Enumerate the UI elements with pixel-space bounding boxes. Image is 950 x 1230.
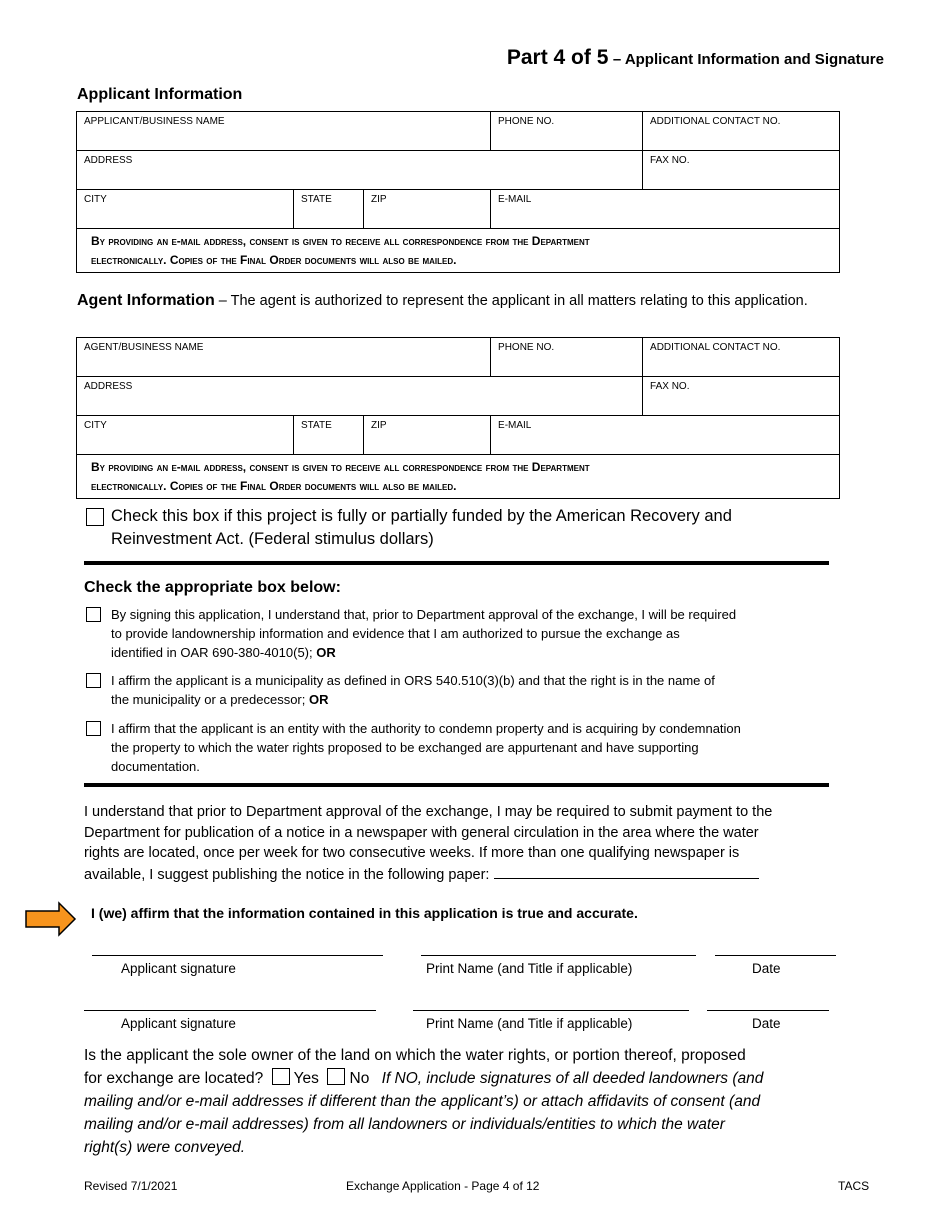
applicant-signature-label: Applicant signature: [121, 961, 236, 976]
sole-owner-paragraph: [84, 1044, 864, 1159]
date-line[interactable]: [715, 955, 836, 956]
applicant-name-field[interactable]: APPLICANT/BUSINESS NAME: [77, 112, 491, 151]
sole-owner-instruction: mailing and/or e-mail addresses) from all landowners or individuals/entities to which the water: [84, 1116, 725, 1133]
part-subtitle: – Applicant Information and Signature: [612, 51, 884, 68]
agent-name-field[interactable]: AGENT/BUSINESS NAME: [77, 338, 491, 377]
option1-checkbox[interactable]: [86, 607, 101, 622]
agent-heading-block: [77, 290, 817, 312]
applicant-signature-line[interactable]: [92, 955, 383, 956]
divider: [84, 783, 829, 787]
option-line: to provide landownership information and evidence that I am authorized to pursue the exchange as: [111, 626, 680, 641]
recovery-act-text: [111, 505, 732, 551]
or-label: OR: [316, 645, 336, 660]
agent-fax-field[interactable]: FAX NO.: [643, 377, 840, 416]
sole-owner-instruction: If NO, include signatures of all deeded landowners (and: [381, 1070, 764, 1087]
option-line: the property to which the water rights proposed to be exchanged are appurtenant and have supporting: [111, 740, 699, 755]
applicant-state-field[interactable]: STATE: [294, 190, 364, 229]
agent-city-field[interactable]: CITY: [77, 416, 294, 455]
footer-revised: Revised 7/1/2021: [84, 1179, 178, 1193]
newspaper-input[interactable]: [494, 864, 759, 879]
agent-consent-note: [77, 455, 840, 499]
agent-phone-field[interactable]: PHONE NO.: [491, 338, 643, 377]
page-title: [507, 46, 884, 70]
publication-line: available, I suggest publishing the notice in the following paper:: [84, 866, 490, 883]
consent-text: electronically. Copies of the Final Order documents will also be mailed.: [91, 479, 457, 493]
agent-address-field[interactable]: ADDRESS: [77, 377, 643, 416]
option2-text: [111, 671, 715, 709]
applicant-email-field[interactable]: E-MAIL: [491, 190, 840, 229]
recovery-act-checkbox[interactable]: [86, 508, 104, 526]
agent-state-field[interactable]: STATE: [294, 416, 364, 455]
options-heading: Check the appropriate box below:: [84, 579, 341, 596]
consent-text: By providing an e-mail address, consent is given to receive all correspondence from the Department: [91, 234, 590, 248]
option1-text: [111, 605, 736, 662]
agent-additional-contact-field[interactable]: ADDITIONAL CONTACT NO.: [643, 338, 840, 377]
sole-owner-instruction: mailing and/or e-mail addresses if different than the applicant’s) or attach affidavits of consent (and: [84, 1093, 761, 1110]
applicant-fax-field[interactable]: FAX NO.: [643, 151, 840, 190]
agent-table: [76, 337, 840, 499]
applicant-address-field[interactable]: ADDRESS: [77, 151, 643, 190]
yes-label: Yes: [293, 1070, 319, 1087]
option-line: identified in OAR 690-380-4010(5);: [111, 645, 313, 660]
option-line: By signing this application, I understand that, prior to Department approval of the exchange, I will be required: [111, 607, 737, 622]
publication-line: Department for publication of a notice in a newspaper with general circulation in the area where the water: [84, 824, 759, 841]
option-line: I affirm that the applicant is an entity with the authority to condemn property and is acquiring by condemnation: [111, 721, 741, 736]
applicant-signature-label: Applicant signature: [121, 1016, 236, 1031]
sole-owner-question: for exchange are located?: [84, 1070, 264, 1087]
recovery-act-line: Reinvestment Act. (Federal stimulus dollars): [111, 530, 434, 548]
print-name-label: Print Name (and Title if applicable): [426, 961, 633, 976]
sole-owner-instruction: right(s) were conveyed.: [84, 1139, 246, 1156]
or-label: OR: [309, 692, 329, 707]
agent-heading: Agent Information: [77, 292, 215, 309]
applicant-signature-line[interactable]: [84, 1010, 376, 1011]
publication-paragraph: [84, 802, 854, 885]
agent-zip-field[interactable]: ZIP: [364, 416, 491, 455]
applicant-heading: Applicant Information: [77, 86, 243, 103]
applicant-consent-note: [77, 229, 840, 273]
print-name-line[interactable]: [413, 1010, 689, 1011]
yes-checkbox[interactable]: [272, 1068, 290, 1085]
no-checkbox[interactable]: [327, 1068, 345, 1085]
agent-description: – The agent is authorized to represent the applicant in all matters relating to this application.: [218, 293, 808, 309]
date-label: Date: [752, 1016, 781, 1031]
option-line: documentation.: [111, 759, 200, 774]
print-name-label: Print Name (and Title if applicable): [426, 1016, 633, 1031]
date-label: Date: [752, 961, 781, 976]
agent-email-field[interactable]: E-MAIL: [491, 416, 840, 455]
consent-text: By providing an e-mail address, consent is given to receive all correspondence from the Department: [91, 460, 590, 474]
affirmation-text: I (we) affirm that the information contained in this application is true and accurate.: [91, 905, 638, 921]
option2-checkbox[interactable]: [86, 673, 101, 688]
footer-page: Exchange Application - Page 4 of 12: [346, 1179, 540, 1193]
applicant-additional-contact-field[interactable]: ADDITIONAL CONTACT NO.: [643, 112, 840, 151]
option3-text: [111, 719, 741, 776]
option3-checkbox[interactable]: [86, 721, 101, 736]
divider: [84, 561, 829, 565]
recovery-act-line: Check this box if this project is fully or partially funded by the American Recovery and: [111, 507, 732, 525]
applicant-table: [76, 111, 840, 273]
print-name-line[interactable]: [421, 955, 696, 956]
option-line: I affirm the applicant is a municipality as defined in ORS 540.510(3)(b) and that the right is in the name of: [111, 673, 715, 688]
publication-line: rights are located, once per week for two consecutive weeks. If more than one qualifying newspaper is: [84, 845, 740, 861]
no-label: No: [349, 1070, 370, 1087]
publication-line: I understand that prior to Department approval of the exchange, I may be required to submit payment to the: [84, 804, 773, 820]
applicant-city-field[interactable]: CITY: [77, 190, 294, 229]
sole-owner-line: Is the applicant the sole owner of the land on which the water rights, or portion thereof, proposed: [84, 1047, 746, 1064]
arrow-icon: [25, 901, 77, 937]
applicant-phone-field[interactable]: PHONE NO.: [491, 112, 643, 151]
applicant-zip-field[interactable]: ZIP: [364, 190, 491, 229]
consent-text: electronically. Copies of the Final Order documents will also be mailed.: [91, 253, 457, 267]
date-line[interactable]: [707, 1010, 829, 1011]
part-label: Part 4 of 5: [506, 46, 609, 69]
footer-code: TACS: [838, 1179, 870, 1193]
option-line: the municipality or a predecessor;: [111, 692, 306, 707]
